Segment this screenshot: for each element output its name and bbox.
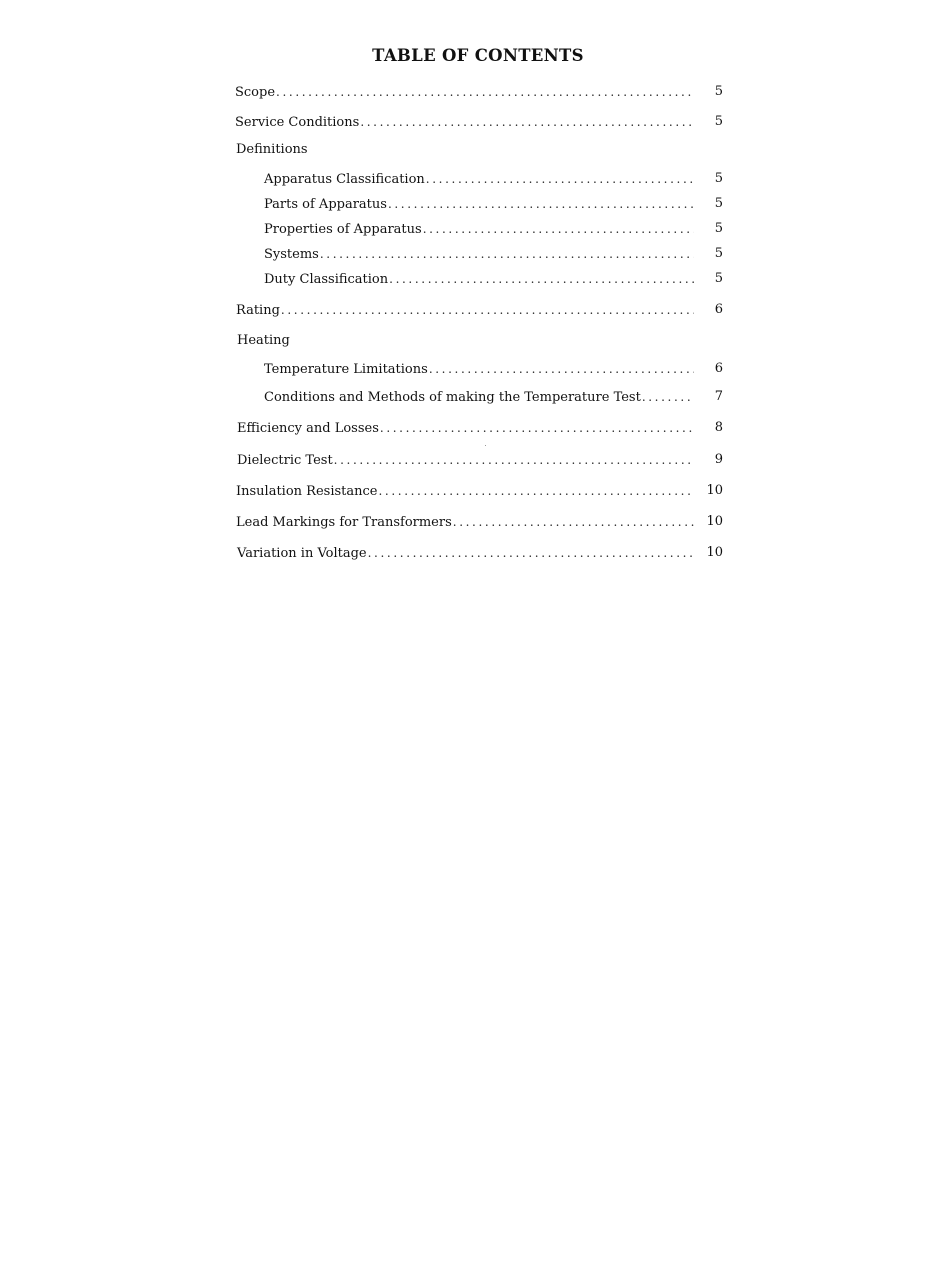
dot-leader <box>368 544 694 562</box>
toc-entry-label: Properties of Apparatus <box>264 222 422 237</box>
toc-entry-label: Temperature Limitations <box>264 362 428 377</box>
toc-entry-label: Scope <box>235 85 276 100</box>
toc-page-number: 7 <box>714 389 723 404</box>
dot-leader <box>276 83 694 101</box>
toc-entry-insulation-resistance <box>236 482 694 500</box>
toc-entry-label: Conditions and Methods of making the Temperature Test <box>264 390 641 405</box>
toc-entry-dielectric-test <box>237 451 694 469</box>
toc-entry-label: Systems <box>264 247 319 262</box>
toc-page-number: 5 <box>714 271 723 286</box>
toc-entry-label: Apparatus Classification <box>264 172 425 187</box>
dot-leader <box>423 220 694 238</box>
toc-entry-label: Variation in Voltage <box>237 546 367 561</box>
toc-entry-label: Service Conditions <box>235 115 360 130</box>
toc-entry-rating <box>236 301 694 319</box>
toc-entry-duty-classification <box>264 270 694 288</box>
dot-leader <box>360 113 694 131</box>
toc-page-number: 5 <box>714 114 723 129</box>
toc-page-number: 5 <box>714 171 723 186</box>
toc-page-number: 6 <box>714 361 723 376</box>
toc-entry-service-conditions <box>235 113 694 131</box>
toc-section-heading-definitions: Definitions <box>236 142 308 157</box>
dot-leader <box>281 301 694 319</box>
dot-leader <box>426 170 694 188</box>
toc-entry-label: Efficiency and Losses <box>237 421 379 436</box>
toc-entry-scope <box>235 83 694 101</box>
toc-entry-label: Duty Classification <box>264 272 389 287</box>
toc-entry-temperature-limitations <box>264 360 694 378</box>
dot-leader <box>380 419 694 437</box>
dot-leader <box>389 270 694 288</box>
print-speck <box>485 445 486 446</box>
toc-entry-label: Lead Markings for Transformers <box>236 515 452 530</box>
toc-entry-label: Insulation Resistance <box>236 484 378 499</box>
dot-leader <box>388 195 694 213</box>
dot-leader <box>642 388 694 406</box>
toc-entry-efficiency-and-losses <box>237 419 694 437</box>
toc-page-number: 10 <box>706 545 723 560</box>
toc-entry-parts-of-apparatus <box>264 195 694 213</box>
toc-entry-temperature-test-conditions <box>264 388 694 406</box>
toc-entry-systems <box>264 245 694 263</box>
toc-entry-apparatus-classification <box>264 170 694 188</box>
toc-page-number: 5 <box>714 84 723 99</box>
toc-page-number: 5 <box>714 221 723 236</box>
toc-page-number: 10 <box>706 514 723 529</box>
dot-leader <box>429 360 694 378</box>
toc-entry-lead-markings <box>236 513 694 531</box>
toc-entry-variation-in-voltage <box>237 544 694 562</box>
dot-leader <box>453 513 694 531</box>
toc-entry-label: Rating <box>236 303 280 318</box>
dot-leader <box>320 245 694 263</box>
toc-entry-properties-of-apparatus <box>264 220 694 238</box>
dot-leader <box>378 482 694 500</box>
toc-page-number: 9 <box>714 452 723 467</box>
toc-page-number: 8 <box>714 420 723 435</box>
toc-page-number: 10 <box>706 483 723 498</box>
toc-page-number: 5 <box>714 246 723 261</box>
toc-section-heading-heating: Heating <box>237 333 290 348</box>
dot-leader <box>334 451 694 469</box>
toc-entry-label: Dielectric Test <box>237 453 333 468</box>
toc-page-number: 5 <box>714 196 723 211</box>
toc-title: TABLE OF CONTENTS <box>372 46 584 65</box>
toc-entry-label: Parts of Apparatus <box>264 197 387 212</box>
toc-page-number: 6 <box>714 302 723 317</box>
